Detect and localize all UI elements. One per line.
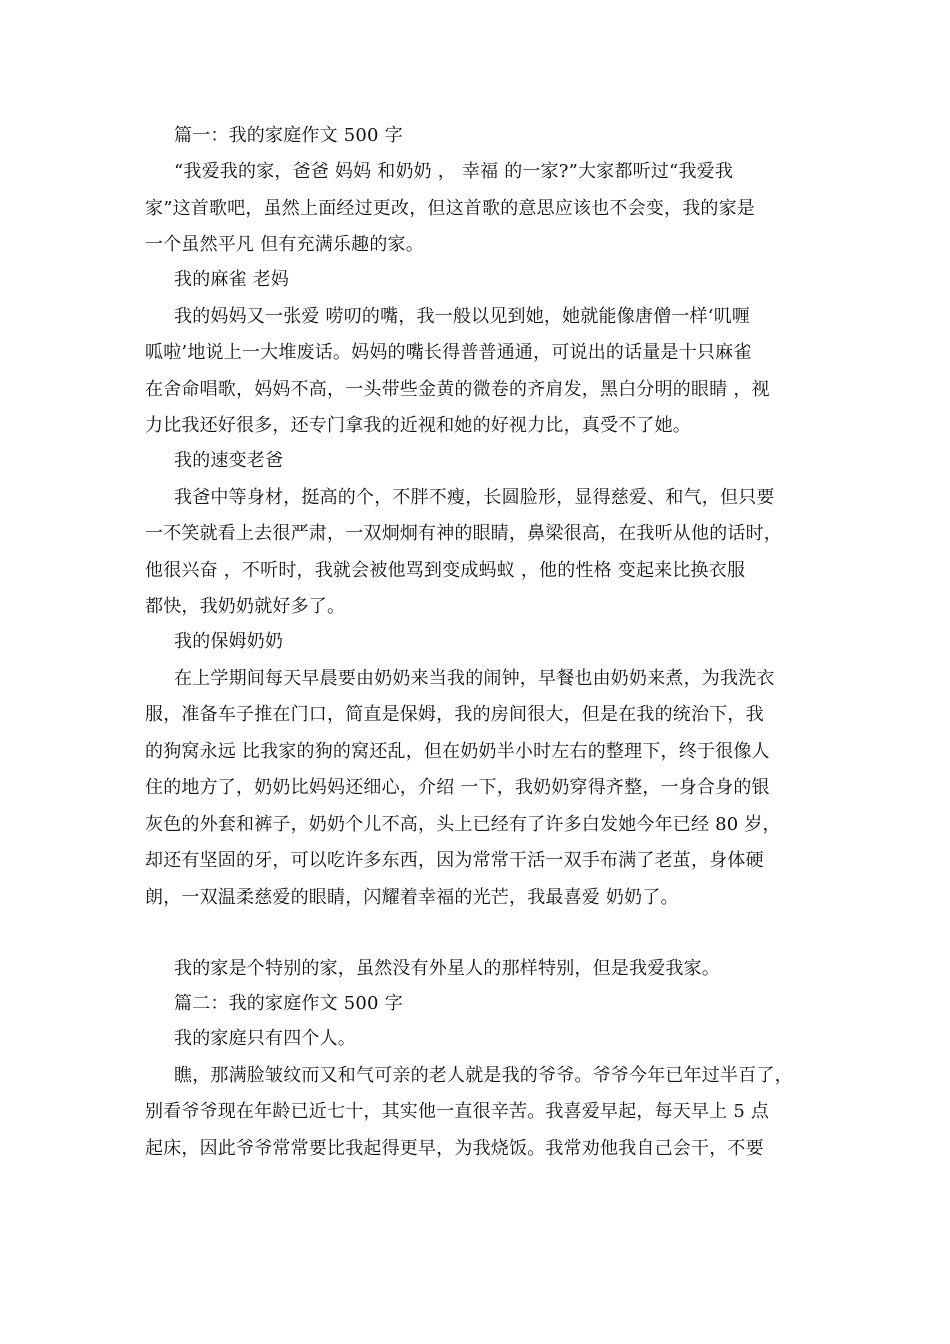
- paragraph-line: 我爸中等身材，挺高的个，不胖不瘦，长圆脸形，显得慈爱、和气，但只要: [174, 487, 775, 508]
- paragraph-line: 家”这首歌吧，虽然上面经过更改，但这首歌的意思应该也不会变，我的家是: [145, 198, 755, 219]
- paragraph-line: 呱啦’地说上一大堆废话。妈妈的嘴长得普普通通，可说出的话量是十只麻雀: [145, 342, 752, 363]
- paragraph-line: 在上学期间每天早晨要由奶奶来当我的闹钟，早餐也由奶奶来煮，为我洗衣: [174, 668, 775, 689]
- paragraph-line: 的狗窝永远 比我家的狗的窝还乱，但在奶奶半小时左右的整理下，终于很像人: [145, 741, 770, 762]
- paragraph-line: 都快，我奶奶就好多了。: [145, 596, 346, 617]
- paragraph-line: “我爱我的家，爸爸 妈妈 和奶奶 ， 幸福 的一家?”大家都听过“我爱我: [174, 161, 734, 182]
- paragraph-line: 在舍命唱歌，妈妈不高，一头带些金黄的微卷的齐肩发，黑白分明的眼睛 ，视: [145, 379, 770, 400]
- paragraph-line: 住的地方了，奶奶比妈妈还细心，介绍 一下，我奶奶穿得齐整，一身合身的银: [145, 777, 770, 798]
- paragraph-line: 我的家庭只有四个人。: [174, 1028, 356, 1049]
- paragraph-line: 别看爷爷现在年龄已近七十，其实他一直很辛苦。我喜爱早起，每天早上 5 点: [145, 1101, 770, 1122]
- paragraph-line: 他很兴奋 ，不听时，我就会被他骂到变成蚂蚁 ，他的性格 变起来比换衣服: [145, 560, 746, 581]
- section-heading-grandma: 我的保姆奶奶: [174, 631, 284, 652]
- paragraph-line: 一不笑就看上去很严肃，一双炯炯有神的眼睛，鼻梁很高，在我听从他的话时，: [145, 523, 782, 544]
- paragraph-line: 服，准备车子推在门口，简直是保姆，我的房间很大，但是在我的统治下，我: [145, 704, 764, 725]
- paragraph-line: 一个虽然平凡 但有充满乐趣的家。: [145, 234, 424, 255]
- paragraph-line: 力比我还好很多，还专门拿我的近视和她的好视力比，真受不了她。: [145, 415, 691, 436]
- paragraph-line: 起床，因此爷爷常常要比我起得更早，为我烧饭。我常劝他我自己会干，不要: [145, 1138, 764, 1159]
- essay-title-2: 篇二：我的家庭作文 500 字: [174, 993, 403, 1014]
- paragraph-line: 我的家是个特别的家，虽然没有外星人的那样特别，但是我爱我家。: [174, 958, 720, 979]
- paragraph-line: 灰色的外套和裤子，奶奶个儿不高，头上已经有了许多白发她今年已经 80 岁，: [145, 814, 781, 835]
- paragraph-line: 我的妈妈又一张爱 唠叨的嘴，我一般以见到她，她就能像唐僧一样‘叽喱: [174, 306, 751, 327]
- section-heading-dad: 我的速变老爸: [174, 450, 284, 471]
- paragraph-line: 朗，一双温柔慈爱的眼睛，闪耀着幸福的光芒，我最喜爱 奶奶了。: [145, 887, 679, 908]
- paragraph-line: 却还有坚固的牙，可以吃许多东西，因为常常干活一双手布满了老茧，身体硬: [145, 850, 764, 871]
- essay-title-1: 篇一：我的家庭作文 500 字: [174, 125, 403, 146]
- paragraph-line: 瞧，那满脸皱纹而又和气可亲的老人就是我的爷爷。爷爷今年已年过半百了，: [174, 1065, 793, 1086]
- section-heading-mom: 我的麻雀 老妈: [174, 269, 290, 290]
